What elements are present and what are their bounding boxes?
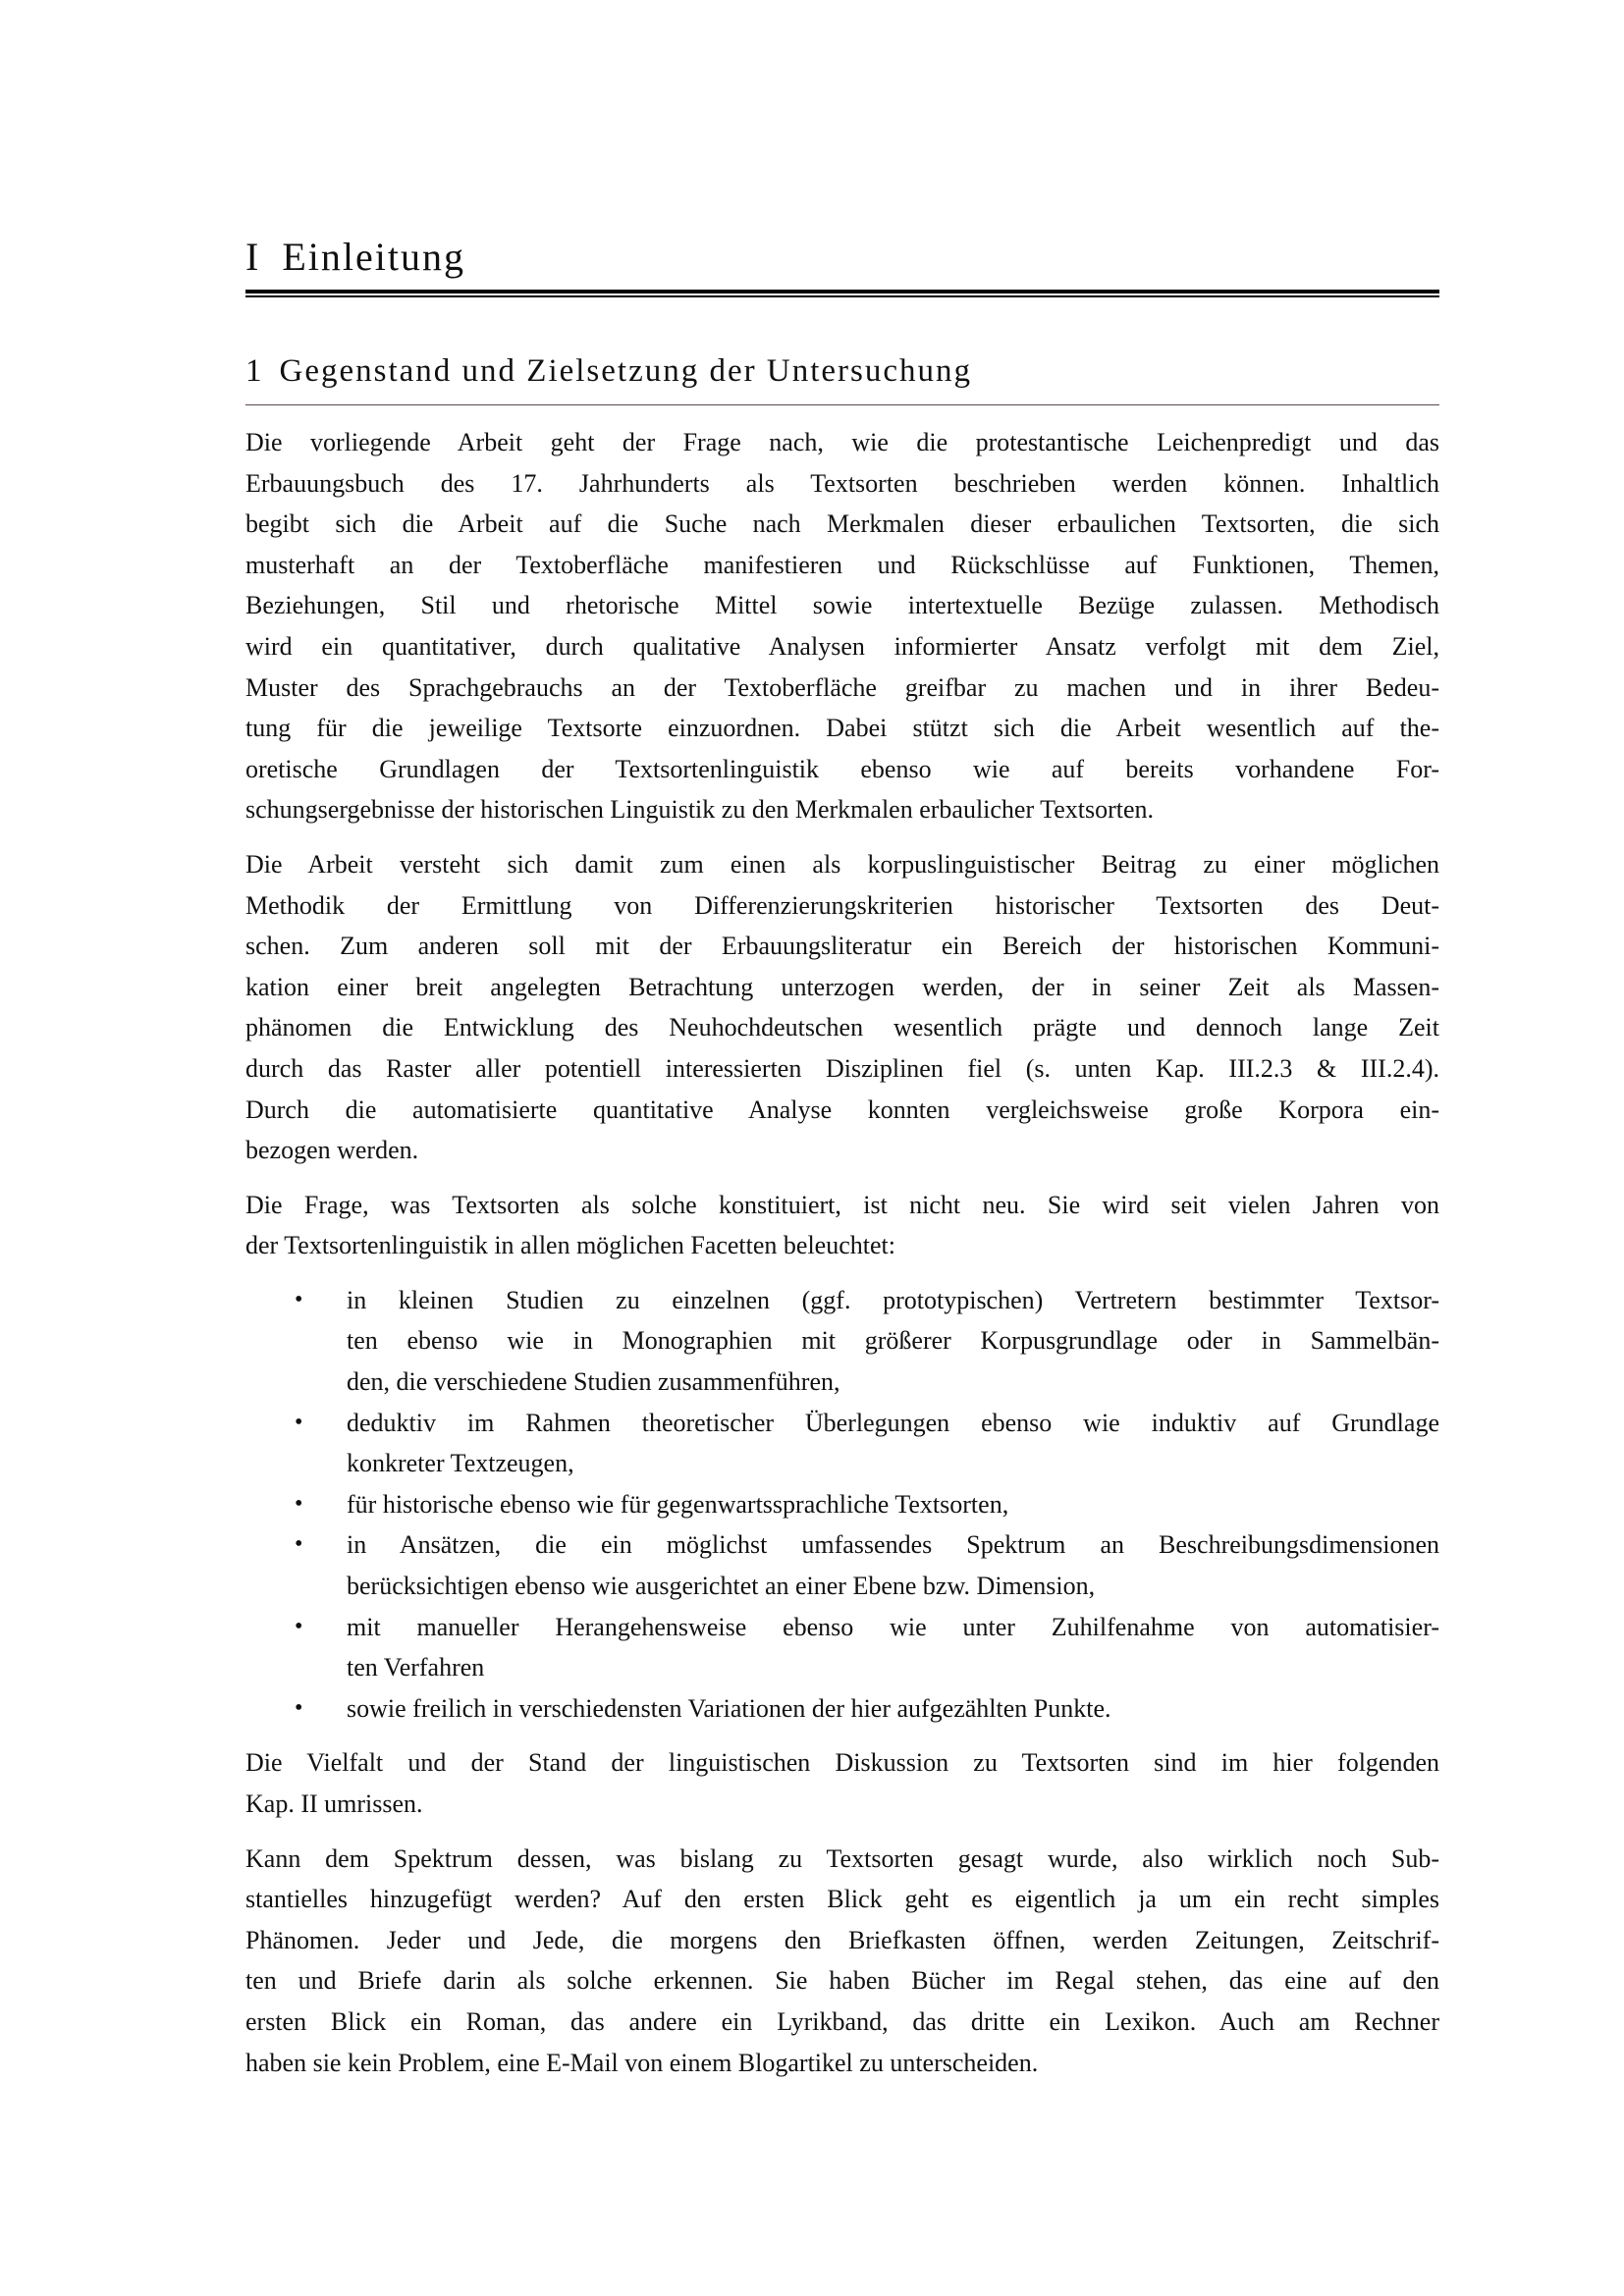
text-line: schen. Zum anderen soll mit der Erbauungsliteratur ein Bereich der historischen Kommuni- bbox=[245, 932, 1439, 961]
text-line: sowie freilich in verschiedensten Variationen der hier aufgezählten Punkte. bbox=[347, 1693, 1111, 1723]
text-line: stantielles hinzugefügt werden? Auf den ersten Blick geht es eigentlich ja um ein recht simples bbox=[245, 1885, 1439, 1914]
text-line: begibt sich die Arbeit auf die Suche nach Merkmalen dieser erbaulichen Textsorten, die sich bbox=[245, 509, 1439, 539]
list-item bbox=[245, 1403, 1439, 1484]
text-line: konkreter Textzeugen, bbox=[347, 1449, 574, 1478]
text-line: Methodik der Ermittlung von Differenzierungskriterien historischer Textsorten des Deut- bbox=[245, 890, 1439, 920]
bullet-icon: • bbox=[295, 1490, 303, 1517]
text-line: Durch die automatisierte quantitative Analyse konnten vergleichsweise große Korpora ein- bbox=[245, 1095, 1439, 1124]
list-item bbox=[245, 1280, 1439, 1403]
text-line: wird ein quantitativer, durch qualitative Analysen informierter Ansatz verfolgt mit dem Ziel, bbox=[245, 631, 1439, 661]
text-line: ten Verfahren bbox=[347, 1653, 485, 1682]
paragraph bbox=[245, 1185, 1439, 1266]
bullet-icon: • bbox=[295, 1409, 303, 1435]
text-line: den, die verschiedene Studien zusammenführen, bbox=[347, 1367, 840, 1397]
list-item bbox=[245, 1607, 1439, 1688]
section-title: Gegenstand und Zielsetzung der Untersuchung bbox=[279, 353, 972, 389]
text-line: schungsergebnisse der historischen Linguistik zu den Merkmalen erbaulicher Textsorten. bbox=[245, 795, 1155, 825]
section-number: 1 bbox=[245, 353, 264, 389]
text-line: der Textsortenlinguistik in allen möglichen Facetten beleuchtet: bbox=[245, 1231, 895, 1260]
text-line: durch das Raster aller potentiell interessierten Disziplinen fiel (s. unten Kap. III.2.3 & III.2.4). bbox=[245, 1053, 1439, 1083]
chapter-rule-thin bbox=[245, 295, 1439, 297]
section-rule bbox=[245, 404, 1439, 405]
bullet-icon: • bbox=[295, 1531, 303, 1558]
bullet-icon: • bbox=[295, 1613, 303, 1639]
text-line: phänomen die Entwicklung des Neuhochdeutschen wesentlich prägte und dennoch lange Zeit bbox=[245, 1013, 1439, 1042]
chapter-number: I bbox=[245, 235, 261, 279]
bullet-list bbox=[245, 1280, 1439, 1730]
text-line: Die Arbeit versteht sich damit zum einen als korpuslinguistischer Beitrag zu einer möglichen bbox=[245, 849, 1439, 879]
text-line: Phänomen. Jeder und Jede, die morgens den Briefkasten öffnen, werden Zeitungen, Zeitschrif- bbox=[245, 1925, 1439, 1954]
text-line: Die vorliegende Arbeit geht der Frage nach, wie die protestantische Leichenpredigt und das bbox=[245, 428, 1439, 456]
bullet-icon: • bbox=[295, 1286, 303, 1312]
text-line: ersten Blick ein Roman, das andere ein Lyrikband, das dritte ein Lexikon. Auch am Rechner bbox=[245, 2006, 1439, 2036]
text-line: Erbauungsbuch des 17. Jahrhunderts als Textsorten beschrieben werden können. Inhaltlich bbox=[245, 468, 1439, 498]
text-line: ten und Briefe darin als solche erkennen. Sie haben Bücher im Regal stehen, das eine auf den bbox=[245, 1966, 1439, 1996]
section-heading bbox=[245, 353, 972, 390]
text-line: deduktiv im Rahmen theoretischer Überlegungen ebenso wie induktiv auf Grundlage bbox=[347, 1408, 1439, 1437]
text-line: Kap. II umrissen. bbox=[245, 1789, 423, 1818]
text-line: bezogen werden. bbox=[245, 1136, 419, 1165]
bullet-icon: • bbox=[295, 1694, 303, 1721]
text-line: ten ebenso wie in Monographien mit größerer Korpusgrundlage oder in Sammelbän- bbox=[347, 1326, 1439, 1356]
paragraph bbox=[245, 844, 1439, 1171]
text-line: haben sie kein Problem, eine E-Mail von einem Blogartikel zu unterscheiden. bbox=[245, 2048, 1039, 2077]
list-item bbox=[245, 1688, 1439, 1730]
text-line: Muster des Sprachgebrauchs an der Textoberfläche greifbar zu machen und in ihrer Bedeu- bbox=[245, 672, 1439, 702]
text-line: mit manueller Herangehensweise ebenso wie unter Zuhilfenahme von automatisier- bbox=[347, 1612, 1439, 1641]
list-item bbox=[245, 1524, 1439, 1606]
text-line: in Ansätzen, die ein möglichst umfassendes Spektrum an Beschreibungsdimensionen bbox=[347, 1530, 1439, 1560]
chapter-rule-thick bbox=[245, 290, 1439, 294]
paragraph bbox=[245, 1839, 1439, 2084]
text-line: Beziehungen, Stil und rhetorische Mittel sowie intertextuelle Bezüge zulassen. Methodisch bbox=[245, 591, 1439, 620]
text-line: für historische ebenso wie für gegenwartssprachliche Textsorten, bbox=[347, 1489, 1009, 1519]
text-line: in kleinen Studien zu einzelnen (ggf. prototypischen) Vertretern bestimmter Textsor- bbox=[347, 1285, 1439, 1314]
text-line: berücksichtigen ebenso wie ausgerichtet an einer Ebene bzw. Dimension, bbox=[347, 1572, 1096, 1601]
text-line: Die Frage, was Textsorten als solche konstituiert, ist nicht neu. Sie wird seit vielen Jahren von bbox=[245, 1190, 1439, 1219]
text-line: Kann dem Spektrum dessen, was bislang zu Textsorten gesagt wurde, also wirklich noch Sub- bbox=[245, 1843, 1439, 1873]
list-item bbox=[245, 1484, 1439, 1525]
chapter-title: Einleitung bbox=[282, 235, 465, 279]
text-line: kation einer breit angelegten Betrachtung unterzogen werden, der in seiner Zeit als Massen- bbox=[245, 972, 1439, 1001]
body-text bbox=[245, 422, 1439, 2097]
text-line: tung für die jeweilige Textsorte einzuordnen. Dabei stützt sich die Arbeit wesentlich auf the- bbox=[245, 714, 1439, 743]
chapter-heading bbox=[245, 234, 465, 280]
text-line: musterhaft an der Textoberfläche manifestieren und Rückschlüsse auf Funktionen, Themen, bbox=[245, 550, 1439, 579]
text-line: oretische Grundlagen der Textsortenlinguistik ebenso wie auf bereits vorhandene For- bbox=[245, 754, 1439, 783]
text-line: Die Vielfalt und der Stand der linguistischen Diskussion zu Textsorten sind im hier folgenden bbox=[245, 1748, 1439, 1778]
paragraph bbox=[245, 422, 1439, 830]
paragraph bbox=[245, 1742, 1439, 1824]
